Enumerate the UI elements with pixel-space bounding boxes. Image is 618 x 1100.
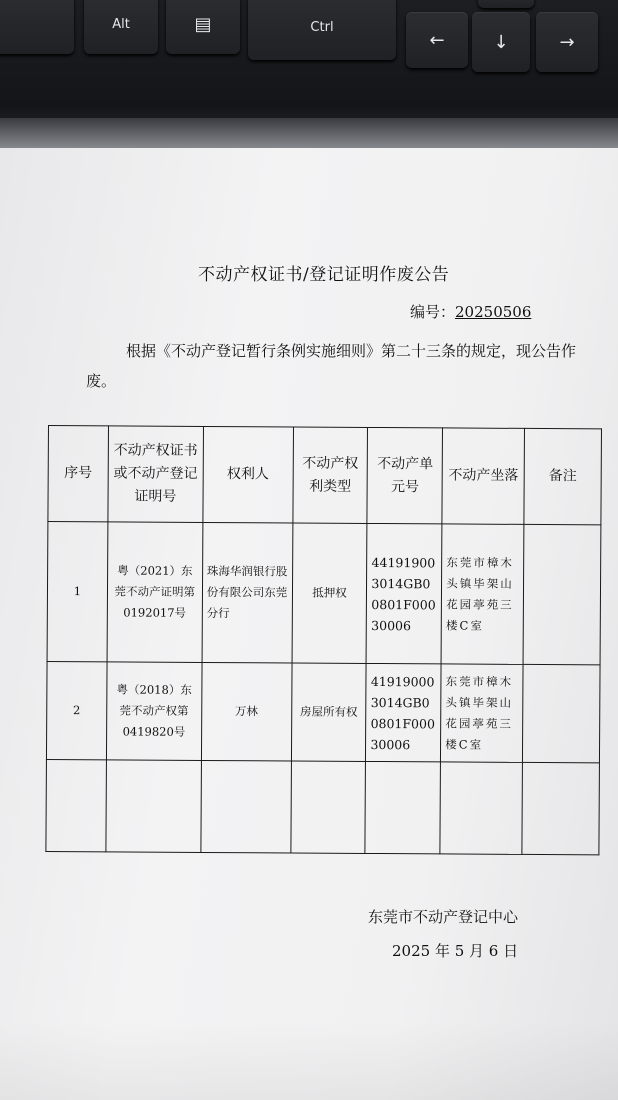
cell-empty bbox=[365, 761, 440, 853]
arrow-up-key[interactable] bbox=[478, 0, 534, 8]
notice-number-value: 20250506 bbox=[455, 303, 532, 321]
key-blank-left[interactable] bbox=[0, 0, 74, 54]
notice-title: 不动产权证书/登记证明作废公告 bbox=[198, 265, 450, 285]
signature-date: 2025 年 5 月 6 日 bbox=[392, 942, 519, 960]
notice-number bbox=[410, 301, 531, 322]
cell-seq: 2 bbox=[46, 661, 106, 759]
signature-organization: 东莞市不动产登记中心 bbox=[368, 908, 519, 926]
keyboard bbox=[0, 0, 618, 150]
cell-cert: 粤（2021）东莞不动产证明第0192017号 bbox=[107, 522, 203, 663]
void-notice-table bbox=[45, 425, 602, 855]
key-ctrl[interactable]: Ctrl bbox=[248, 0, 396, 60]
table-row bbox=[47, 522, 601, 665]
key-alt[interactable]: Alt bbox=[84, 0, 158, 54]
paper-shadow bbox=[0, 1020, 618, 1100]
cell-type: 抵押权 bbox=[292, 523, 368, 663]
header-seq: 序号 bbox=[48, 426, 108, 522]
document-paper bbox=[0, 148, 618, 1100]
header-unit: 不动产单元号 bbox=[367, 427, 442, 523]
header-remark: 备注 bbox=[524, 428, 601, 524]
cell-unit: 419190003014GB00801F00030006 bbox=[366, 663, 441, 761]
menu-key-icon[interactable]: ▤ bbox=[166, 0, 240, 54]
cell-holder: 万林 bbox=[201, 662, 291, 761]
cell-empty bbox=[106, 760, 201, 853]
cell-empty bbox=[201, 760, 291, 853]
cell-seq: 1 bbox=[47, 522, 108, 662]
cell-unit: 441919003014GB00801F00030006 bbox=[366, 523, 442, 663]
cell-remark bbox=[523, 524, 601, 664]
table-row-empty bbox=[46, 759, 600, 854]
arrow-left-icon[interactable]: ← bbox=[406, 12, 468, 68]
cell-empty bbox=[290, 761, 365, 853]
header-holder: 权利人 bbox=[203, 426, 293, 523]
cell-holder: 珠海华润银行股份有限公司东莞分行 bbox=[202, 522, 293, 663]
table-row bbox=[46, 661, 600, 762]
cell-empty bbox=[522, 762, 599, 854]
cell-location: 东莞市樟木头镇毕架山花园葶苑三楼C室 bbox=[441, 524, 524, 664]
header-type: 不动产权利类型 bbox=[292, 427, 367, 523]
table-header-row bbox=[48, 426, 602, 525]
notice-paragraph: 根据《不动产登记暂行条例实施细则》第二十三条的规定，现公告作废。 bbox=[86, 342, 577, 390]
header-location: 不动产坐落 bbox=[442, 428, 524, 524]
cell-empty bbox=[46, 759, 106, 851]
arrow-right-icon[interactable]: → bbox=[536, 12, 598, 72]
header-cert: 不动产权证书或不动产登记证明号 bbox=[108, 426, 203, 523]
notice-number-label: 编号： bbox=[410, 303, 456, 321]
cell-cert: 粤（2018）东莞不动产权第0419820号 bbox=[106, 662, 201, 761]
cell-remark bbox=[523, 664, 601, 762]
keyboard-edge bbox=[0, 118, 618, 150]
cell-type: 房屋所有权 bbox=[291, 663, 366, 761]
arrow-down-icon[interactable]: ↓ bbox=[472, 12, 530, 72]
cell-empty bbox=[440, 762, 522, 854]
cell-location: 东莞市樟木头镇毕架山花园葶苑三楼C室 bbox=[441, 664, 523, 762]
